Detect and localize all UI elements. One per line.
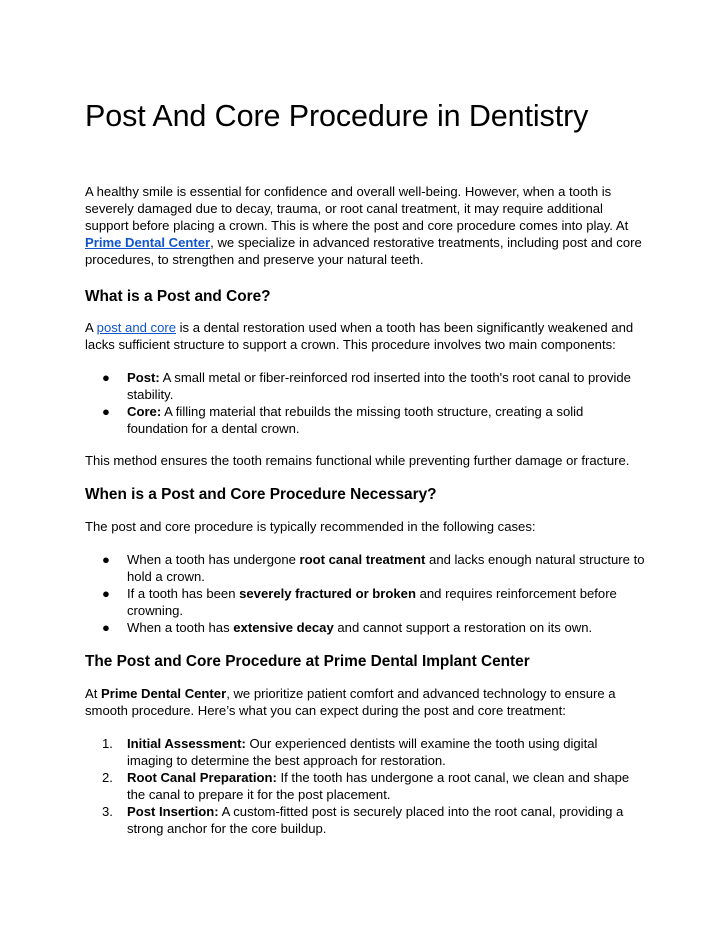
- list-item: [85, 803, 645, 837]
- list-item-emphasis: extensive decay: [233, 620, 334, 635]
- step-title: Post Insertion:: [127, 804, 219, 819]
- list-item: [85, 369, 645, 403]
- section3-text-end: , we prioritize patient comfort and advanced technology to ensure a smooth procedure. Here’s what you can expect during the post and core treatment:: [85, 686, 616, 718]
- page-title: Post And Core Procedure in Dentistry: [85, 99, 589, 133]
- section-heading-what-is: What is a Post and Core?: [85, 288, 271, 305]
- step-number: 1.: [102, 736, 113, 751]
- list-item: [85, 735, 645, 769]
- list-item-text: When a tooth has: [127, 620, 234, 635]
- list-item-emphasis: severely fractured or broken: [239, 586, 416, 601]
- list-item-text: A small metal or fiber-reinforced rod inserted into the tooth's root canal to provide stability.: [127, 370, 631, 402]
- cases-list: [85, 551, 645, 636]
- intro-text-start: A healthy smile is essential for confidence and overall well-being. However, when a tooth is severely damaged due to decay, trauma, or root canal treatment, it may require additional support before placing a crown. This is where the post and core procedure comes into play. At: [85, 184, 629, 233]
- list-item-text: and requires reinforcement before crowning.: [127, 586, 617, 618]
- bullet-icon: ●: [102, 370, 110, 385]
- step-title: Root Canal Preparation:: [127, 770, 277, 785]
- section1-text-start: A: [85, 320, 97, 335]
- bullet-icon: ●: [102, 404, 110, 419]
- bullet-icon: ●: [102, 586, 110, 601]
- section-heading-when-necessary: When is a Post and Core Procedure Necessary?: [85, 486, 437, 503]
- section2-paragraph: The post and core procedure is typically recommended in the following cases:: [85, 519, 536, 534]
- clinic-name: Prime Dental Center: [101, 686, 227, 701]
- section1-closing-paragraph: This method ensures the tooth remains functional while preventing further damage or fracture.: [85, 453, 630, 468]
- bullet-icon: ●: [102, 620, 110, 635]
- step-number: 3.: [102, 804, 113, 819]
- step-text: A custom-fitted post is securely placed into the root canal, providing a strong anchor for the core buildup.: [127, 804, 624, 836]
- list-item-text: If a tooth has been: [127, 586, 240, 601]
- list-item-emphasis: root canal treatment: [299, 552, 426, 567]
- list-item-term: Post:: [127, 370, 160, 385]
- step-number: 2.: [102, 770, 113, 785]
- step-text: Our experienced dentists will examine the tooth using digital imaging to determine the best approach for restoration.: [127, 736, 598, 768]
- section-heading-procedure: The Post and Core Procedure at Prime Dental Implant Center: [85, 653, 530, 670]
- procedure-steps-list: [85, 735, 645, 837]
- list-item: [85, 619, 645, 636]
- step-title: Initial Assessment:: [127, 736, 246, 751]
- prime-dental-center-link[interactable]: Prime Dental Center: [85, 235, 211, 250]
- components-list: [85, 369, 645, 437]
- post-and-core-link[interactable]: post and core: [96, 320, 176, 335]
- list-item: [85, 551, 645, 585]
- step-text: If the tooth has undergone a root canal, we clean and shape the canal to prepare it for the post placement.: [127, 770, 630, 802]
- section1-paragraph: [85, 319, 645, 353]
- list-item-term: Core:: [127, 404, 162, 419]
- list-item: [85, 585, 645, 619]
- intro-text-end: , we specialize in advanced restorative treatments, including post and core procedures, to strengthen and preserve your natural teeth.: [85, 235, 642, 267]
- bullet-icon: ●: [102, 552, 110, 567]
- list-item-text: and lacks enough natural structure to hold a crown.: [127, 552, 645, 584]
- list-item-text: When a tooth has undergone: [127, 552, 300, 567]
- list-item-text: and cannot support a restoration on its own.: [333, 620, 593, 635]
- list-item: [85, 403, 645, 437]
- intro-paragraph: [85, 183, 645, 268]
- list-item: [85, 769, 645, 803]
- section1-text-end: is a dental restoration used when a tooth has been significantly weakened and lacks sufficient structure to support a crown. This procedure involves two main components:: [85, 320, 634, 352]
- list-item-text: A filling material that rebuilds the missing tooth structure, creating a solid foundation for a dental crown.: [127, 404, 584, 436]
- section3-text-start: At: [85, 686, 102, 701]
- section3-paragraph: [85, 685, 645, 719]
